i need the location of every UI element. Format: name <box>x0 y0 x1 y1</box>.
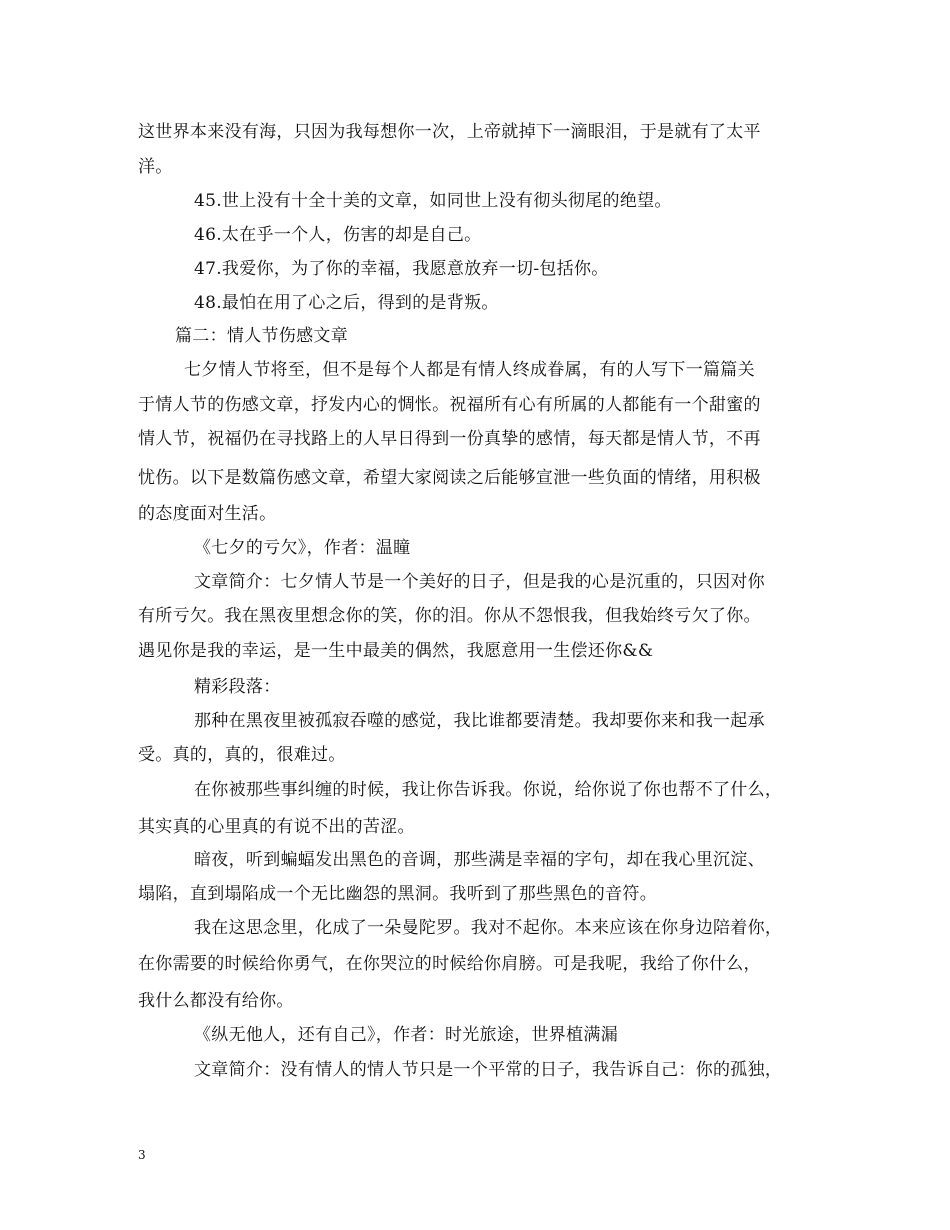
article-title: 《纵无他人，还有自己》，作者：时光旅途，世界植满漏 <box>194 1025 618 1045</box>
text-line: 的态度面对生活。 <box>138 504 277 524</box>
article-title: 《七夕的亏欠》，作者：温瞳 <box>194 538 411 558</box>
text-line: 文章简介：没有情人的情人节只是一个平常的日子，我告诉自己：你的孤独， <box>194 1060 783 1080</box>
text-line: 忧伤。以下是数篇伤感文章，希望大家阅读之后能够宣泄一些负面的情绪，用积极 <box>138 468 761 488</box>
text-line: 我在这思念里，化成了一朵曼陀罗。我对不起你。本来应该在你身边陪着你， <box>194 918 783 938</box>
text-line: 洋。 <box>138 157 173 177</box>
text-line: 在你被那些事纠缠的时候，我让你告诉我。你说，给你说了你也帮不了什么， <box>194 780 783 800</box>
text-line: 有所亏欠。我在黑夜里想念你的笑，你的泪。你从不怨恨我，但我始终亏欠了你。 <box>138 606 761 626</box>
text-line: 文章简介：七夕情人节是一个美好的日子，但是我的心是沉重的，只因对你 <box>194 572 765 592</box>
text-line: 其实真的心里真的有说不出的苦涩。 <box>138 817 415 837</box>
text-line: 受。真的，真的，很难过。 <box>138 745 346 765</box>
text-line: 情人节，祝福仍在寻找路上的人早日得到一份真挚的感情，每天都是情人节，不再 <box>138 429 761 449</box>
text-line: 这世界本来没有海，只因为我每想你一次，上帝就掉下一滴眼泪，于是就有了太平 <box>138 122 761 142</box>
list-item: 46.太在乎一个人，伤害的却是自己。 <box>194 225 482 245</box>
text-line: 于情人节的伤感文章，抒发内心的惆怅。祝福所有心有所属的人都能有一个甜蜜的 <box>138 395 761 415</box>
subheading: 精彩段落： <box>194 677 281 697</box>
text-line: 暗夜，听到蝙蝠发出黑色的音调，那些满是幸福的字句，却在我心里沉淀、 <box>194 850 765 870</box>
text-line: 塌陷，直到塌陷成一个无比幽怨的黑洞。我听到了那些黑色的音符。 <box>138 884 657 904</box>
list-item: 45.世上没有十全十美的文章，如同世上没有彻头彻尾的绝望。 <box>194 191 672 211</box>
text-line: 我什么都没有给你。 <box>138 991 294 1011</box>
text-line: 遇见你是我的幸运，是一生中最美的偶然，我愿意用一生偿还你&& <box>138 641 654 661</box>
text-line: 那种在黑夜里被孤寂吞噬的感觉，我比谁都要清楚。我却要你来和我一起承 <box>194 711 765 731</box>
list-item: 47.我爱你，为了你的幸福，我愿意放弃一切-包括你。 <box>194 259 609 279</box>
text-line: 在你需要的时候给你勇气，在你哭泣的时候给你肩膀。可是我呢，我给了你什么， <box>138 954 761 974</box>
text-line: 七夕情人节将至，但不是每个人都是有情人终成眷属，有的人写下一篇篇关 <box>184 360 755 380</box>
list-item: 48.最怕在用了心之后，得到的是背叛。 <box>194 293 499 313</box>
section-heading: 篇二：情人节伤感文章 <box>175 326 348 346</box>
page-number: 3 <box>138 1148 146 1162</box>
